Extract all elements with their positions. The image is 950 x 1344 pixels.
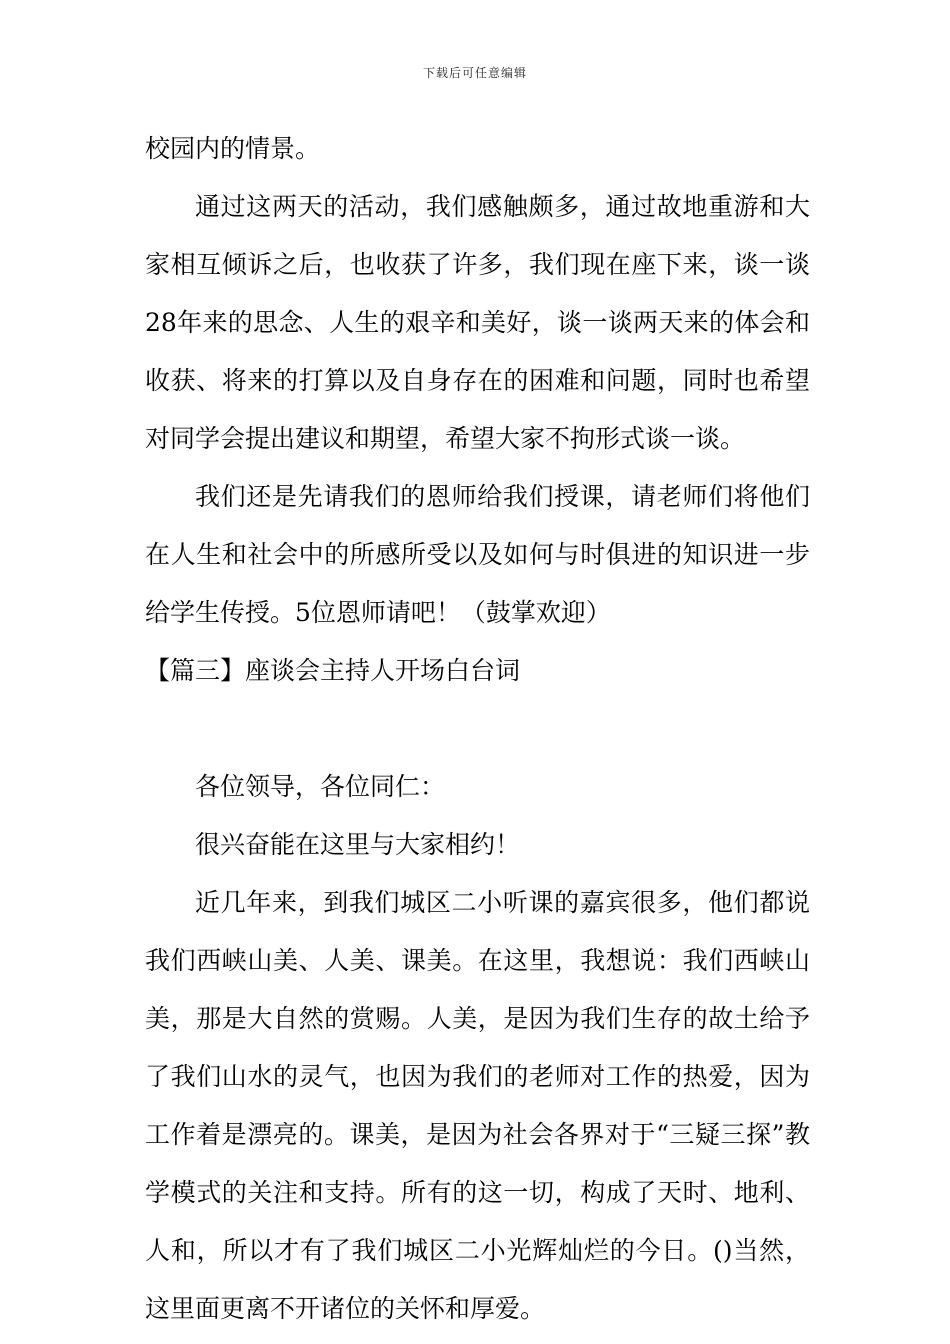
section-heading: 【篇三】座谈会主持人开场白台词	[145, 656, 521, 685]
page-header: 下载后可任意编辑	[422, 66, 527, 80]
paragraph-activities: 通过这两天的活动，我们感触颇多，通过故地重游和大家相互倾诉之后，也收获了许多，我们现在座下来，谈一谈28年来的思念、人生的艰辛和美好，谈一谈两天来的体会和收获、将来的打算以及自身存在的困难和问题，同时也希望对同学会提出建议和期望，希望大家不拘形式谈一谈。	[145, 192, 810, 453]
blank-line	[145, 700, 810, 758]
document-body	[145, 120, 810, 1338]
paragraph-recent-years: 近几年来，到我们城区二小听课的嘉宾很多，他们都说我们西峡山美、人美、课美。在这里，我想说：我们西峡山美，那是大自然的赏赐。人美，是因为我们生存的故土给予了我们山水的灵气，也因为我们的老师对工作的热爱，因为工作着是漂亮的。课美，是因为社会各界对于“三疑三探”教学模式的关注和支持。所有的这一切，构成了天时、地利、人和，所以才有了我们城区二小光辉灿烂的今日。()当然，这里面更离不开诸位的关怀和厚爱。	[145, 888, 810, 1323]
paragraph-continuation: 校园内的情景。	[145, 134, 321, 163]
paragraph-welcome: 很兴奋能在这里与大家相约！	[195, 830, 521, 859]
paragraph-greeting: 各位领导，各位同仁：	[195, 772, 446, 801]
paragraph-teachers: 我们还是先请我们的恩师给我们授课，请老师们将他们在人生和社会中的所感所受以及如何与时俱进的知识进一步给学生传授。5位恩师请吧！（鼓掌欢迎）	[145, 482, 810, 627]
